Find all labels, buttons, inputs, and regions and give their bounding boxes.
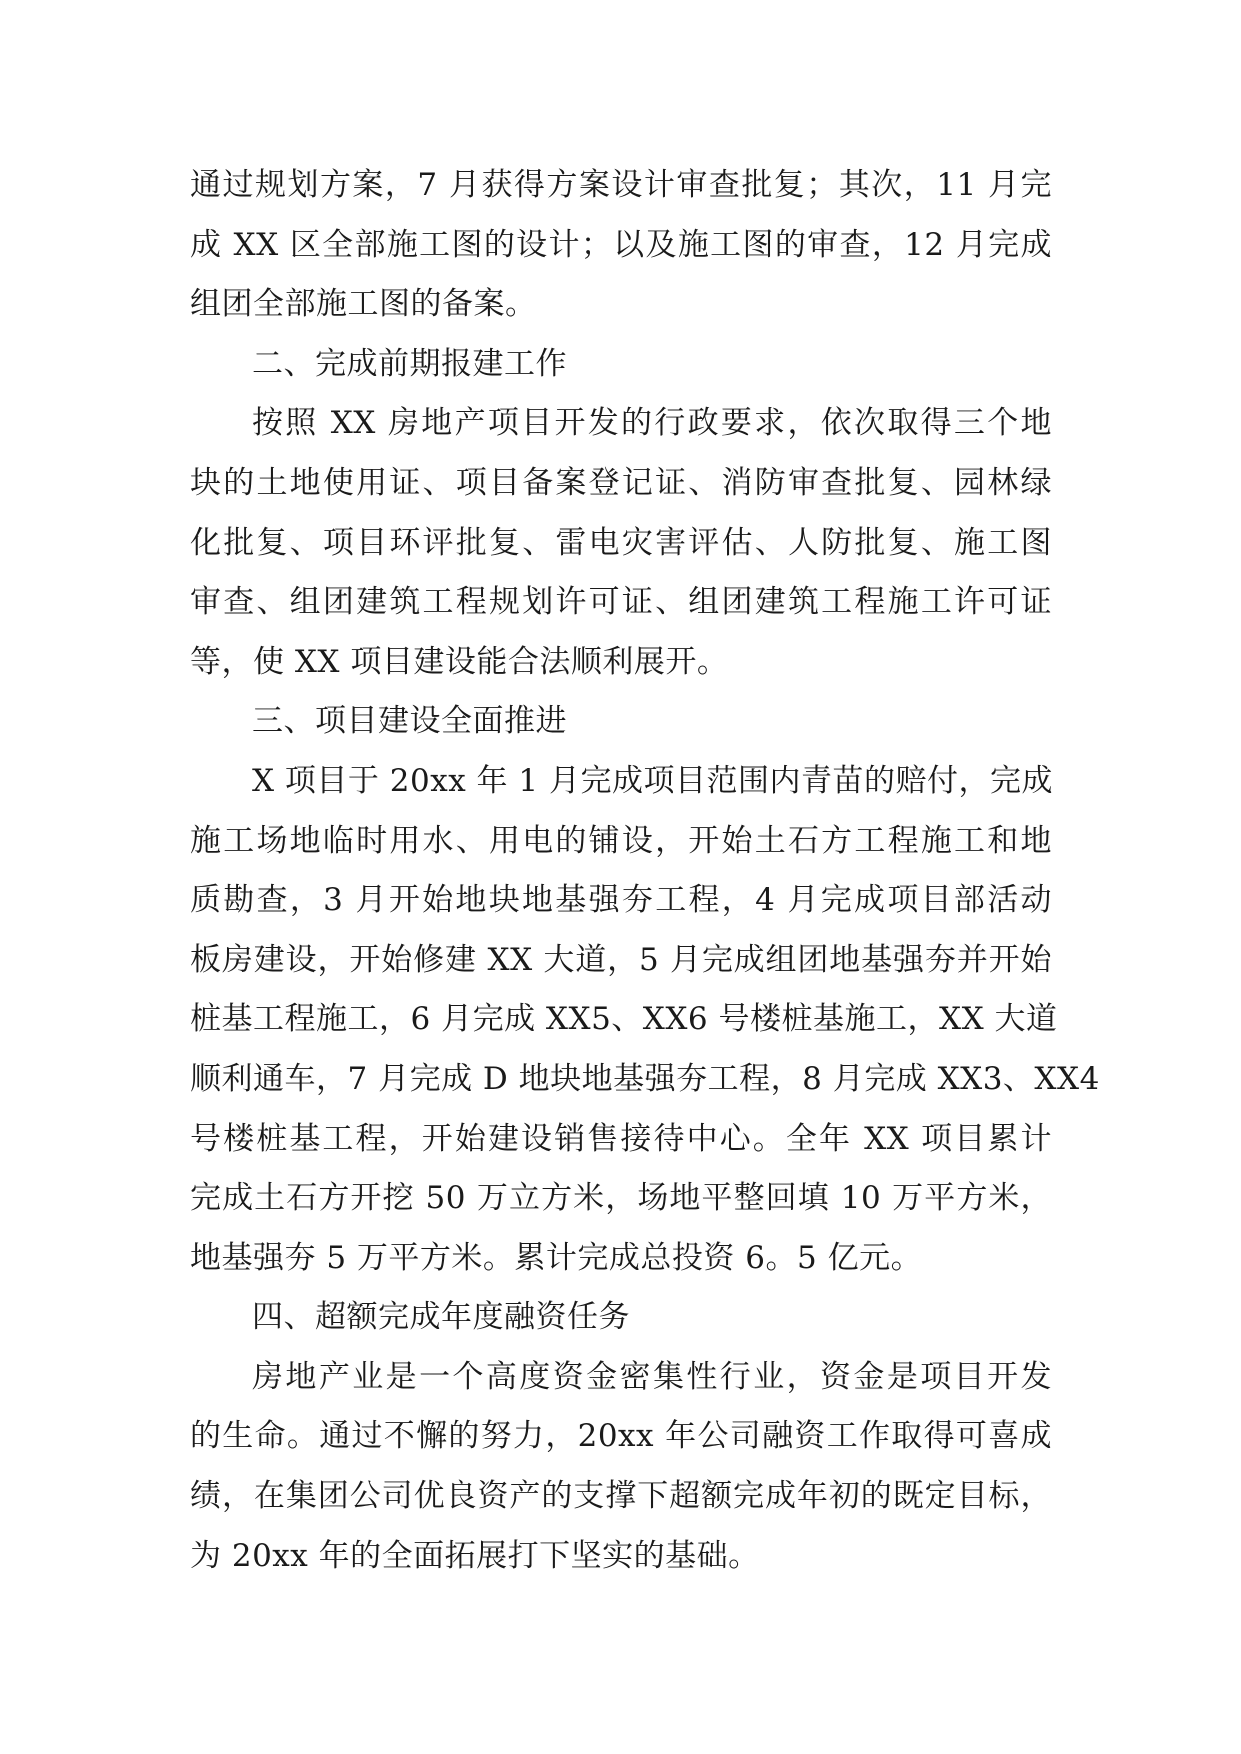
- text-line: 块的土地使用证、项目备案登记证、消防审查批复、园林绿: [190, 464, 1052, 501]
- heading-text: 二、完成前期报建工作: [252, 345, 567, 382]
- section-heading-4: [190, 1288, 1052, 1348]
- paragraph-continuation: [190, 156, 1052, 335]
- text-line: 施工场地临时用水、用电的铺设，开始土石方工程施工和地: [190, 822, 1052, 859]
- text-line: 质勘查，3 月开始地块地基强夯工程，4 月完成项目部活动: [190, 882, 1052, 919]
- text-line: 审查、组团建筑工程规划许可证、组团建筑工程施工许可证: [190, 584, 1052, 621]
- text-line: 板房建设，开始修建 XX 大道，5 月完成组团地基强夯并开始: [190, 941, 1052, 978]
- paragraph-permits: [190, 394, 1052, 692]
- heading-text: 三、项目建设全面推进: [252, 703, 567, 740]
- document-body: [190, 156, 1100, 1586]
- text-line: 成 XX 区全部施工图的设计；以及施工图的审查，12 月完成: [190, 226, 1052, 263]
- text-line: 绩，在集团公司优良资产的支撑下超额完成年初的既定目标，: [190, 1478, 1052, 1515]
- text-line: 号楼桩基工程，开始建设销售接待中心。全年 XX 项目累计: [190, 1120, 1052, 1157]
- text-line: 的生命。通过不懈的努力，20xx 年公司融资工作取得可喜成: [190, 1418, 1052, 1455]
- section-heading-3: [190, 692, 1052, 752]
- text-line: 按照 XX 房地产项目开发的行政要求，依次取得三个地: [252, 405, 1052, 442]
- section-heading-2: [190, 335, 1052, 395]
- text-line: X 项目于 20xx 年 1 月完成项目范围内青苗的赔付，完成: [252, 762, 1053, 799]
- text-line: 房地产业是一个高度资金密集性行业，资金是项目开发: [252, 1358, 1052, 1395]
- text-line: 为 20xx 年的全面拓展打下坚实的基础。: [190, 1537, 760, 1574]
- text-line: 通过规划方案，7 月获得方案设计审查批复；其次，11 月完: [190, 167, 1052, 203]
- text-line: 地基强夯 5 万平方米。累计完成总投资 6。5 亿元。: [190, 1239, 923, 1276]
- paragraph-financing: [190, 1348, 1052, 1586]
- text-line: 桩基工程施工，6 月完成 XX5、XX6 号楼桩基施工，XX 大道: [190, 1001, 1058, 1038]
- text-line: 完成土石方开挖 50 万立方米，场地平整回填 10 万平方米，: [190, 1180, 1052, 1217]
- text-line: 等，使 XX 项目建设能合法顺利展开。: [190, 643, 729, 680]
- text-line: 组团全部施工图的备案。: [190, 286, 537, 323]
- paragraph-construction: [190, 752, 1100, 1288]
- heading-text: 四、超额完成年度融资任务: [252, 1299, 630, 1336]
- text-line: 化批复、项目环评批复、雷电灾害评估、人防批复、施工图: [190, 524, 1052, 561]
- text-line: 顺利通车，7 月完成 D 地块地基强夯工程，8 月完成 XX3、XX4: [190, 1060, 1100, 1097]
